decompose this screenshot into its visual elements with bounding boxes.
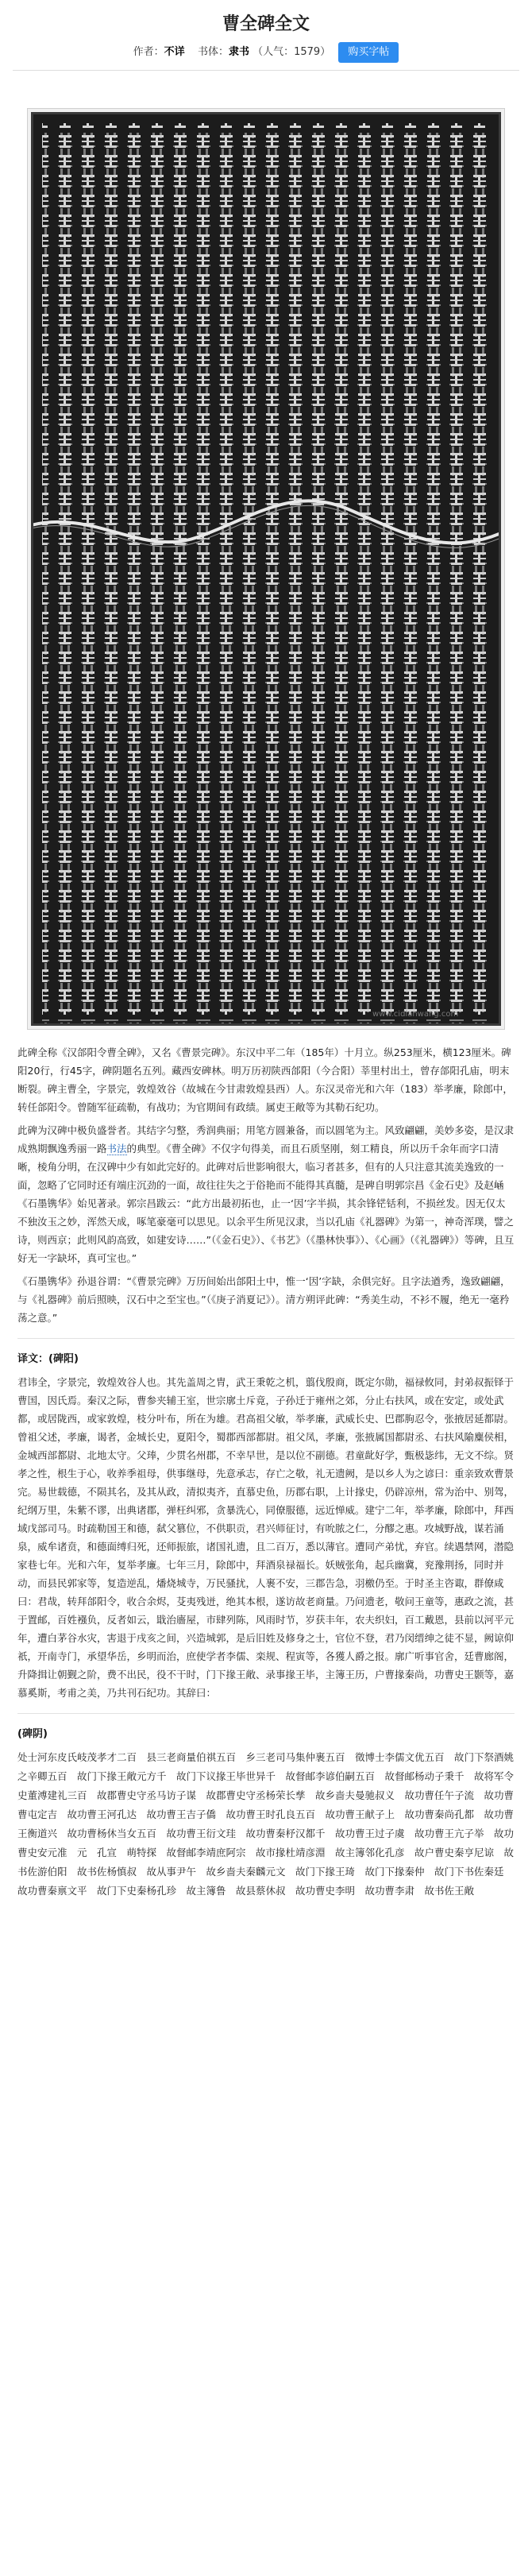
- section-divider-2: [17, 1713, 515, 1714]
- calligraphy-link[interactable]: 书法: [106, 1143, 127, 1155]
- section-divider: [17, 1338, 515, 1339]
- intro-section: [17, 1043, 515, 1327]
- translation-text: 君讳全，字景完，敦煌效谷人也。其先盖周之胄，武王秉乾之机，翦伐殷商，既定尔勋，福禄攸同，封弟叔振铎于曹国，因氏焉。秦汉之际，曹参夹辅王室，世宗廓土斥竟，子孙迁于雍州之郊，分止右扶风，或在安定，或处武都，或居陇西，或家敦煌，枝分叶布，所在为雄。君高祖父敏，举孝廉，武威长史、巴郡朐忍令，张掖居延都尉。曾祖父述，孝廉，谒者，金城长史，夏阳令，蜀郡西部都尉。祖父凤，孝廉，张掖属国都尉丞、右扶风隃麋侯相，金城西部都尉、北地太守。父琫，少贯名州郡，不幸早世，是以位不副德。君童龀好学，甄极毖纬，无文不综。贤孝之性，根生于心，收养季祖母，供事继母，先意承志，存亡之敬，礼无遗阙，是以乡人为之谚曰：重亲致欢曹景完。易世载德，不陨其名，及其从政，清拟夷齐，直慕史鱼，历郡右职，上计掾史，仍辟凉州，常为治中、别驾，纪纲万里，朱紫不谬，出典诸郡，弹枉纠邪，贪暴洗心，同僚服德，远近惮威。建宁二年，举孝廉，除郎中，拜西域戊部司马。时疏勒国王和德，弑父篡位，不供职贡，君兴师征讨，有吮脓之仁，分醪之惠。攻城野战，谋若涌泉，威牟诸贲，和德面缚归死，还师振旅，诸国礼遗，且二百万，悉以薄官。遭同产弟忧，弃官。续遇禁网，潜隐家巷七年。光和六年，复举孝廉。七年三月，除郎中，拜酒泉禄福长。妖贼张角，起兵幽冀，兖豫荆扬，同时并动，而县民郭家等，复造逆乱，燔烧城寺，万民骚扰，人裹不安，三郡告急，羽檄仍至。于时圣主咨诹，群僚咸曰：君哉，转拜郃阳令，收合余烬，芟夷残迸，绝其本根，遂访故老商量。乃问遗老，敬问王童等，惠政之流，甚于置邮，百姓襁负，反者如云，戢治廧屋，市肆列陈，风雨时节，岁获丰年，农夫织妇，百工戴恩，县前以河平元年，遭白茅谷水灾，害退于戌亥之间，兴造城郭，是后旧姓及修身之士，官位不登，君乃闵缙绅之徒不显，阙谅仰祇，开南寺门，承望华岳，乡明而治，庶使学者李儒、栾规、程寅等，各獲人爵之报。廓广听事官舍，廷曹廊阁，升降揖让朝觐之阶，费不出民，役不干时，门下掾王敞、录事掾王毕，主簿王历，户曹掾秦尚，功曹史王颢等，嘉慕奚斯，考甫之美，乃共刊石纪功。其辞曰：: [17, 1376, 515, 1699]
- rubbing-watermark: www.cidianwang.com: [372, 1010, 459, 1019]
- intro-paragraph-3: 《石墨镌华》孙退谷谓：“《曹景完碑》万历间始出郃阳土中，惟一‘因’字缺，余俱完好。且字法遒秀，逸致翩翩，与《礼器碑》前后照映，汉石中之至宝也。”（《庚子消夏记》）。清方朔评此碑：“秀美生动，不衫不履，绝无一毫矜荡之意。”: [17, 1275, 511, 1324]
- translation-heading: 译文：(碑阳): [17, 1353, 79, 1365]
- style-value: 隶书: [228, 46, 249, 58]
- author-label: 作者：: [133, 46, 164, 58]
- rubbing-texture: [31, 112, 501, 1026]
- back-text: 处士河东皮氏岐茂孝才二百 县三老商量伯祺五百 乡三老司马集仲裹五百 徵博士李儒文优五百 故门下祭酒姚之辛卿五百 故门下掾王敞元方千 故门下议掾王毕世异千 故督邮李谚伯嗣五百 故督邮杨动子秉千 故将军令史董溥建礼三百 故郡曹史守丞马访子谋 故郡曹史守丞杨荣长孳 故乡啬夫曼驰叔义 故功曹任午子流 故功曹曹屯定吉 故功曹王河孔达 故功曹王吉子僑 故功曹王时孔良五百 故功曹王献子上 故功曹秦尚孔都 故功曹王衡道兴 故功曹杨休当女五百 故功曹王衍文珪 故功曹秦杼汉都千 故功曹王过子虞 故功曹王亢子举 故功曹史安元准 元 孔宣 萌特探 故督邮李靖庶阿宗 故市掾杜靖彦淵 故主簿邻化孔彦 故户曹史秦亨尼谅 故书佐游伯阳 故书佐杨慎叔 故从事尹午 故乡啬夫秦麟元文 故门下掾王琦 故门下掾秦仲 故门下书佐秦廷 故功曹秦禀文平 故门下史秦杨孔珍 故主簿鲁 故县蔡休叔 故功曹史李明 故功曹李肃 故书佐王敞: [17, 1751, 515, 1897]
- rubbing-image: [28, 109, 504, 1029]
- intro-paragraph-2: 此碑为汉碑中极负盛誉者。其结字匀整，秀润典丽；用笔方圆兼备，而以圆笔为主。风致翩翩，美妙多姿，是汉隶成熟期飘逸秀丽一路书法的典型。《曹全碑》不仅字句得美，而且石质坚刚，刻工精良，所以历千余年而字口清晰，棱角分明，在汉碑中少有如此完好的。此碑对后世影响很大，临习者甚多，但有的人只注意其流美逸致的一面，忽略了它同时还有端庄沉劲的一面，故往往失之于俗艳而不能得其真髓，是碑自明郭宗昌《金石史》及赵崡《石墨镌华》始见著录。郭宗昌跋云：“此方出最初拓也，止一‘因’字半损，其余锋铓铦利，不损丝发。因无仅太不独汝玉之妙，浑然天成，啄笔豪毫可以思见。以余平生所见汉隶，当以孔庙《礼器碑》为第一，神奇浑璞，譬之诗，则西京；此则风韵高致，如建安诗……”（《金石史》）、《书艺》（《墨林快事》）、《心画》（《礼器碑》）等碑，且互好无一字缺坏，真可宝也。”: [17, 1124, 515, 1264]
- style-label: 书体：: [197, 46, 229, 58]
- meta-line: [0, 40, 532, 65]
- article-body: [0, 1043, 532, 1901]
- popularity: （人气：1579）: [253, 46, 331, 58]
- buy-button[interactable]: 购买字帖: [338, 42, 399, 63]
- header-divider: [13, 70, 519, 71]
- author-value: 不详: [164, 46, 185, 58]
- page-title: 曹全碑全文: [222, 14, 310, 34]
- back-heading: (碑阴): [17, 1728, 48, 1740]
- intro-paragraph-1: 此碑全称《汉郃阳令曹全碑》，又名《曹景完碑》。东汉中平二年（185年）十月立。纵253厘米，横123厘米。碑阳20行，行45字，碑阴题名五列。藏西安碑林。明万历初陕西郃阳（今合阳）莘里村出土，曾存郃阳孔庙，明末断裂。碑主曹全，字景完，敦煌效谷（故城在今甘肃敦煌县西）人。东汉灵帝光和六年（183）举孝廉，除郎中，转任郃阳令。曾随军征疏勒，有战功；为官期间有政绩。属吏王敞等为其勒石纪功。: [17, 1046, 513, 1113]
